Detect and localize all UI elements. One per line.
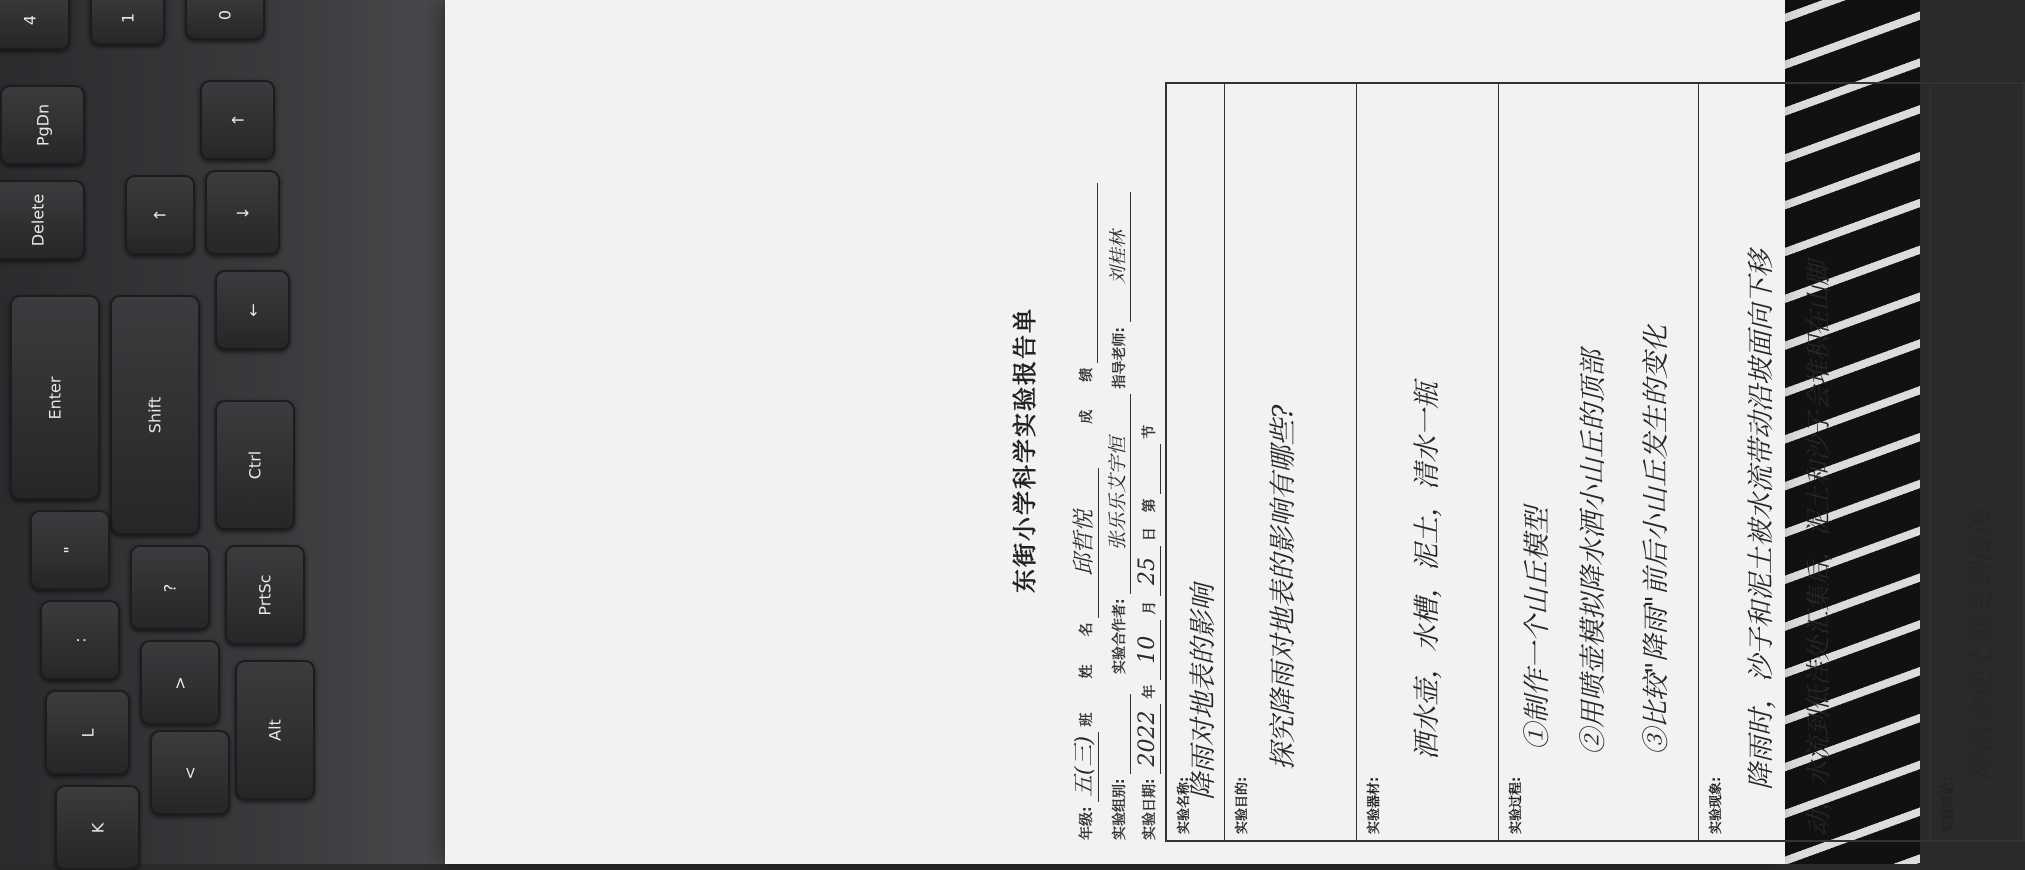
key-k: K (55, 785, 140, 870)
group-value (1105, 694, 1131, 774)
row-experiment-name: 实验名称: 降雨对地表的影响 (1167, 84, 1225, 840)
row-experiment-conclusion: 实验结论: 降雨会使土地受到侵蚀。 (1941, 483, 1997, 834)
key-0: 0 (185, 0, 265, 40)
name-value: 邱哲悦 (1067, 468, 1099, 618)
row-experiment-phenomenon: 实验现象: 降雨时，沙子和泥土被水流带动沿坡面向下移 动，水流到低洼处汇集后，泥土和沙子会堆积在山脚 (1699, 84, 1931, 840)
date-day: 25 (1135, 546, 1161, 596)
grade-line: 年级: 五(三) 班 姓 名 邱哲悦 成 绩 (1067, 183, 1099, 840)
process-step-2: ②用喷壶模拟降水洒小山丘的顶部 (1578, 350, 1609, 755)
phenomenon-line-1: 降雨时，沙子和泥土被水流带动沿坡面向下移 (1746, 250, 1777, 790)
key-quote: " (30, 510, 110, 590)
date-month: 10 (1135, 620, 1161, 680)
group-line: 实验组别: 实验合作者: 张乐乐艾宇恒 指导老师: 刘桂林 (1103, 192, 1131, 840)
key-enter: Enter (10, 295, 100, 500)
key-arrow-3: ↓ (205, 170, 280, 255)
partner-value: 张乐乐艾宇恒 (1103, 394, 1131, 594)
score-value (1072, 183, 1098, 363)
key-1: 1 (90, 0, 165, 45)
key-prtsc: PrtSc (225, 545, 305, 645)
key-left-arrow: ← (215, 270, 290, 350)
key-arrow-2: ↑ (125, 175, 195, 255)
key-less: < (150, 730, 230, 815)
key-4: 4 (0, 0, 70, 50)
key-up-arrow: ↑ (200, 80, 275, 160)
conclusion-text: 降雨会使土地受到侵蚀。 (1966, 483, 1997, 780)
row-experiment-process: 实验过程: ①制作一个山丘模型 ②用喷壶模拟降水洒小山丘的顶部 ③比较"降雨"前后小山丘发生的变化 (1499, 84, 1699, 840)
paper-sheet (445, 0, 1997, 864)
experiment-equipment-text: 洒水壶，水槽，泥土，清水一瓶 (1412, 382, 1443, 760)
key-ctrl: Ctrl (215, 400, 295, 530)
key-shift: Shift (110, 295, 200, 535)
period-value (1135, 444, 1161, 494)
row-experiment-equipment: 实验器材: 洒水壶，水槽，泥土，清水一瓶 (1357, 84, 1499, 840)
process-step-3: ③比较"降雨"前后小山丘发生的变化 (1641, 325, 1672, 755)
teacher-value: 刘桂林 (1104, 192, 1131, 322)
keyboard (0, 0, 450, 864)
report-title: 东街小学科学实验报告单 (1011, 307, 1039, 593)
experiment-purpose-text: 探究降雨对地表的影响有哪些? (1268, 404, 1299, 770)
key-delete: Delete (0, 180, 85, 260)
phenomenon-line-2: 动，水流到低洼处汇集后，泥土和沙子会堆积在山脚 (1804, 260, 1833, 836)
key-colon: : (40, 600, 120, 680)
key-l: L (45, 690, 130, 775)
date-year: 2022 (1135, 704, 1161, 774)
experiment-name-text: 降雨对地表的影响 (1188, 584, 1219, 800)
grade-value: 五(三) (1067, 732, 1099, 802)
key-greater: > (140, 640, 220, 725)
key-question: ? (130, 545, 210, 630)
process-step-1: ①制作一个山丘模型 (1522, 507, 1553, 750)
key-pgdn: PgDn (0, 85, 85, 165)
report-sheet (895, 50, 1997, 850)
key-alt: Alt (235, 660, 315, 800)
row-experiment-purpose: 实验目的: 探究降雨对地表的影响有哪些? (1225, 84, 1357, 840)
date-line: 实验日期: 2022 年 10 月 25 日 第 节 (1135, 424, 1160, 840)
report-table (1165, 82, 2025, 842)
